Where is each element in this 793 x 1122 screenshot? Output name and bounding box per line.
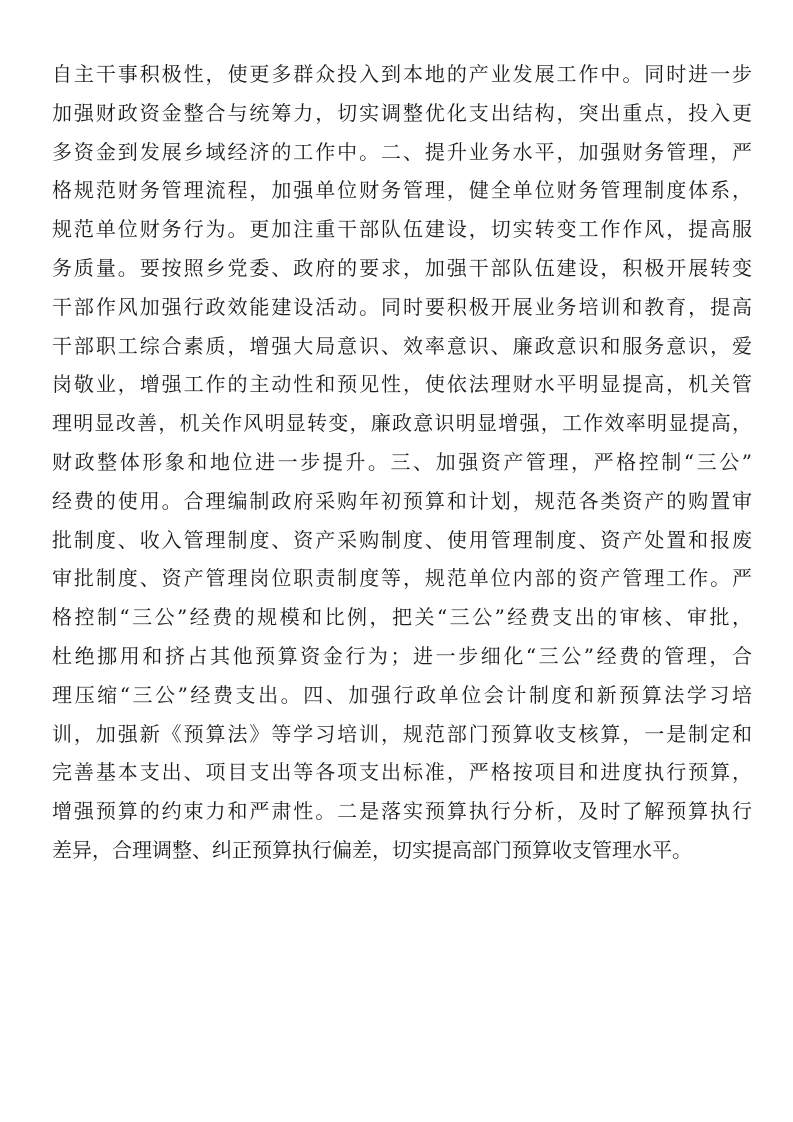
text-line: 增强预算的约束力和严肃性。二是落实预算执行分析，及时了解预算执行 — [52, 799, 752, 824]
text-line: 岗敬业，增强工作的主动性和预见性，使依法理财水平明显提高，机关管 — [52, 372, 752, 397]
text-line: 自主干事积极性，使更多群众投入到本地的产业发展工作中。同时进一步 — [52, 62, 752, 86]
text-line: 完善基本支出、项目支出等各项支出标准，严格按项目和进度执行预算， — [52, 760, 752, 785]
text-line: 格控制“三公”经费的规模和比例，把关“三公”经费支出的审核、审批， — [52, 605, 752, 630]
text-line: 差异，合理调整、纠正预算执行偏差，切实提高部门预算收支管理水平。 — [52, 837, 692, 862]
text-line: 批制度、收入管理制度、资产采购制度、使用管理制度、资产处置和报废 — [52, 527, 752, 552]
text-line: 训，加强新《预算法》等学习培训，规范部门预算收支核算，一是制定和 — [52, 721, 752, 746]
text-line: 理明显改善，机关作风明显转变，廉政意识明显增强，工作效率明显提高， — [52, 411, 752, 436]
text-line: 财政整体形象和地位进一步提升。三、加强资产管理，严格控制“三公” — [52, 449, 752, 474]
body-text — [52, 55, 752, 870]
text-line: 干部作风加强行政效能建设活动。同时要积极开展业务培训和教育，提高 — [52, 294, 752, 319]
text-line: 务质量。要按照乡党委、政府的要求，加强干部队伍建设，积极开展转变 — [52, 255, 752, 280]
text-line: 规范单位财务行为。更加注重干部队伍建设，切实转变工作作风，提高服 — [52, 217, 752, 242]
text-line: 格规范财务管理流程，加强单位财务管理，健全单位财务管理制度体系， — [52, 178, 752, 203]
text-line: 杜绝挪用和挤占其他预算资金行为；进一步细化“三公”经费的管理，合 — [52, 643, 752, 668]
text-line: 加强财政资金整合与统筹力，切实调整优化支出结构，突出重点，投入更 — [52, 100, 752, 125]
text-line: 干部职工综合素质，增强大局意识、效率意识、廉政意识和服务意识，爱 — [52, 333, 752, 358]
text-line: 审批制度、资产管理岗位职责制度等，规范单位内部的资产管理工作。严 — [52, 566, 752, 591]
text-line: 多资金到发展乡域经济的工作中。二、提升业务水平，加强财务管理，严 — [52, 139, 752, 164]
text-line: 经费的使用。合理编制政府采购年初预算和计划，规范各类资产的购置审 — [52, 488, 752, 513]
text-line: 理压缩“三公”经费支出。四、加强行政单位会计制度和新预算法学习培 — [52, 682, 752, 707]
